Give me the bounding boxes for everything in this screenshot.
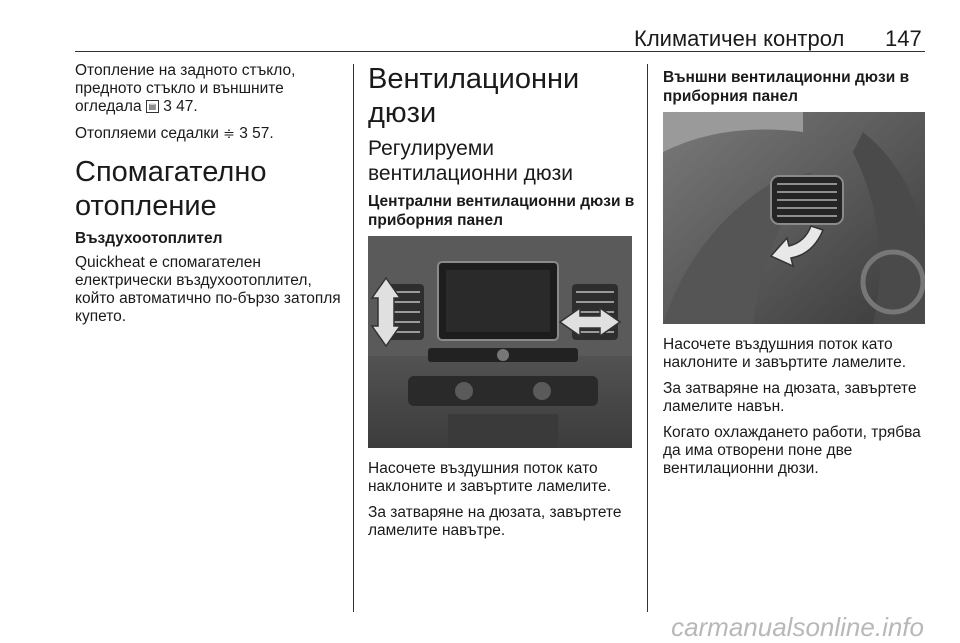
subsection-heading: Въздухоотоплител xyxy=(75,230,223,247)
body-text: Quickheat е спомагателен електрически въздухоотоплител, който автоматично по-бързо затопля купето. xyxy=(75,254,341,325)
side-vent-photo xyxy=(663,112,925,324)
body-text: Когато охлаждането работи, трябва да има отворени поне две вентилационни дюзи. xyxy=(663,424,921,477)
watermark: carmanualsonline.info xyxy=(671,612,924,642)
rear-window-heating-icon: ▤ xyxy=(146,100,159,113)
cross-reference: 3 47. xyxy=(163,98,198,115)
body-text: Насочете въздушния поток като наклоните и завъртите ламелите. xyxy=(368,460,612,495)
section-heading: Спомагателно отопление xyxy=(75,156,267,222)
body-text: За затваряне на дюзата, завъртете ламелите навътре. xyxy=(368,504,622,539)
subsubsection-heading: Централни вентилационни дюзи в приборния панел xyxy=(368,193,635,229)
body-text: За затваряне на дюзата, завъртете ламелите навън. xyxy=(663,380,917,415)
page-header-title: Климатичен контрол xyxy=(634,26,845,51)
body-text: Насочете въздушния поток като наклоните и завъртите ламелите. xyxy=(663,336,907,371)
header-divider xyxy=(75,51,925,52)
column-divider-1 xyxy=(353,64,354,612)
column-1 xyxy=(75,62,347,334)
column-3 xyxy=(663,62,925,486)
column-2 xyxy=(368,62,636,548)
column-divider-2 xyxy=(647,64,648,612)
heated-seats-paragraph: Отопляеми седалки ≑ 3 57. xyxy=(75,125,274,142)
section-heading: Вентилационни дюзи xyxy=(368,63,580,129)
cross-reference: 3 57. xyxy=(239,125,274,142)
subsubsection-heading: Външни вентилационни дюзи в приборния панел xyxy=(663,69,910,105)
heated-seat-icon: ≑ xyxy=(223,125,235,141)
subsection-heading: Регулируеми вентилационни дюзи xyxy=(368,137,574,185)
center-vents-photo xyxy=(368,236,632,448)
rear-heating-paragraph: Отопление на задното стъкло, предното стъкло и външните огледала ▤ 3 47. xyxy=(75,62,296,115)
page-number: 147 xyxy=(885,26,922,51)
